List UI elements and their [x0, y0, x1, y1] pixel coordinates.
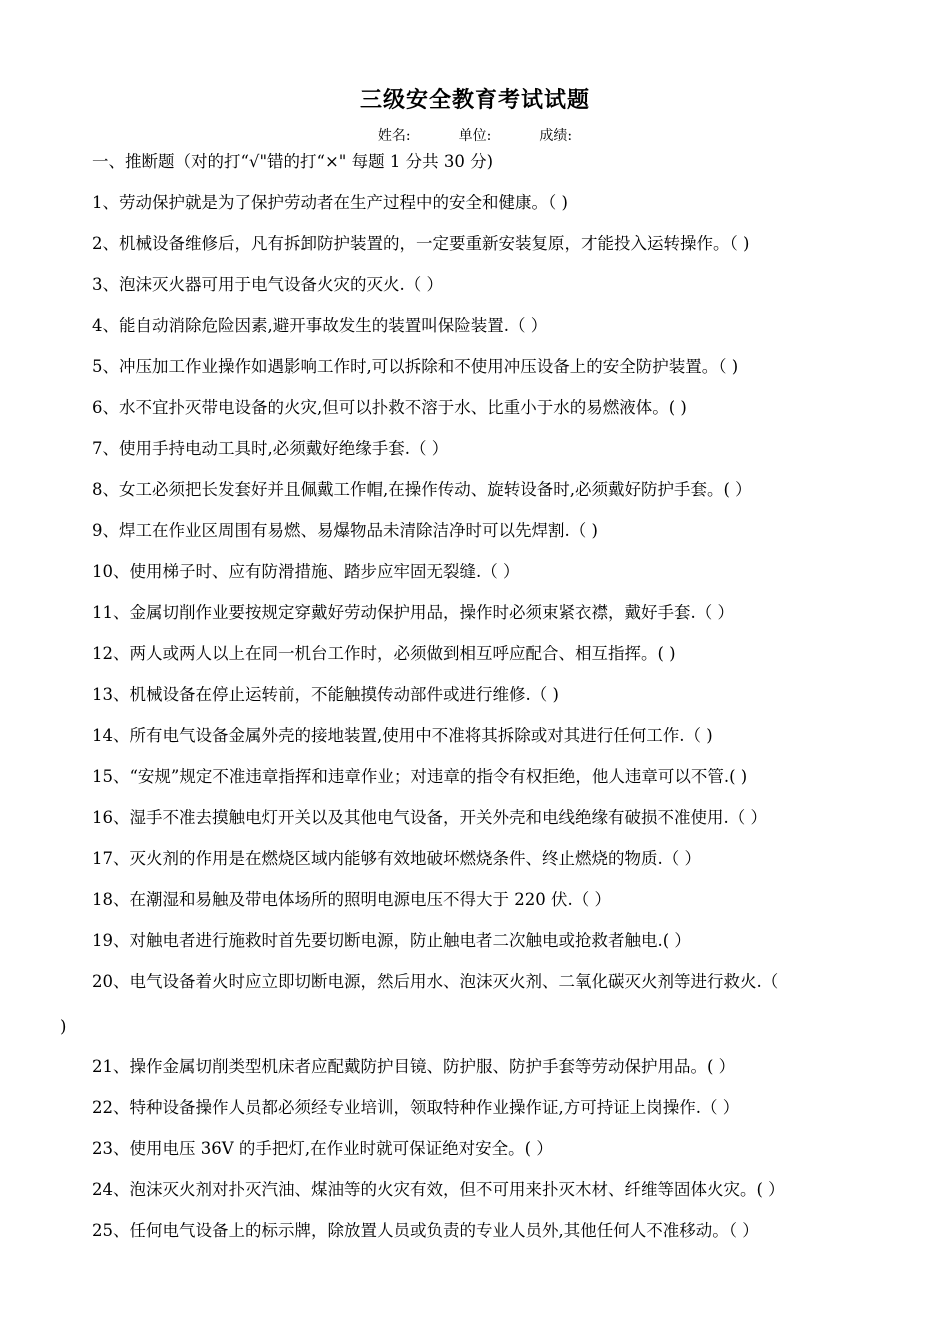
- section-heading: 一、推断题（对的打“√"错的打“×" 每题 1 分共 30 分): [92, 152, 494, 171]
- question-12: 12、两人或两人以上在同一机台工作时，必须做到相互呼应配合、相互指挥。( ): [92, 644, 676, 663]
- question-10: 10、使用梯子时、应有防滑措施、踏步应牢固无裂缝.（ ）: [92, 562, 520, 581]
- question-24: 24、泡沫灭火剂对扑灭汽油、煤油等的火灾有效，但不可用来扑灭木材、纤维等固体火灾。( ）: [92, 1180, 785, 1199]
- question-4: 4、能自动消除危险因素,避开事故发生的装置叫保险装置.（ ）: [92, 316, 548, 335]
- question-8: 8、女工必须把长发套好并且佩戴工作帽,在操作传动、旋转设备时,必须戴好防护手套。( ）: [92, 480, 752, 499]
- question-2: 2、机械设备维修后，凡有拆卸防护装置的，一定要重新安装复原，才能投入运转操作。（ ): [92, 234, 750, 253]
- question-6: 6、水不宜扑灭带电设备的火灾,但可以扑救不溶于水、比重小于水的易燃液体。( ): [92, 398, 687, 417]
- unit-label: 单位:: [458, 128, 492, 144]
- question-23: 23、使用电压 36V 的手把灯,在作业时就可保证绝对安全。( ）: [92, 1139, 553, 1158]
- question-9: 9、焊工在作业区周围有易燃、易爆物品未清除洁净时可以先焊割.（ ): [92, 521, 598, 540]
- question-20-continuation: ): [60, 1017, 67, 1036]
- question-11: 11、金属切削作业要按规定穿戴好劳动保护用品，操作时必须束紧衣襟，戴好手套.（ ）: [92, 603, 734, 622]
- question-19: 19、对触电者进行施救时首先要切断电源，防止触电者二次触电或抢救者触电.( ）: [92, 931, 691, 950]
- question-15: 15、“安规”规定不准违章指挥和违章作业；对违章的指令有权拒绝，他人违章可以不管.( ): [92, 767, 748, 786]
- score-label: 成绩:: [539, 128, 573, 144]
- question-5: 5、冲压加工作业操作如遇影响工作时,可以拆除和不使用冲压设备上的安全防护装置。（ ): [92, 357, 739, 376]
- question-14: 14、所有电气设备金属外壳的接地装置,使用中不准将其拆除或对其进行任何工作.（ ): [92, 726, 713, 745]
- document-title: 三级安全教育考试试题: [359, 87, 590, 113]
- question-21: 21、操作金属切削类型机床者应配戴防护目镜、防护服、防护手套等劳动保护用品。( ）: [92, 1057, 736, 1076]
- question-22: 22、特种设备操作人员都必须经专业培训，领取特种作业操作证,方可持证上岗操作.（ ）: [92, 1098, 740, 1117]
- student-info-line: [0, 127, 950, 145]
- name-label: 姓名:: [377, 128, 411, 144]
- question-17: 17、灭火剂的作用是在燃烧区域内能够有效地破坏燃烧条件、终止燃烧的物质.（ ）: [92, 849, 701, 868]
- question-20: 20、电气设备着火时应立即切断电源，然后用水、泡沫灭火剂、二氧化碳灭火剂等进行救火.（: [92, 972, 779, 991]
- question-1: 1、劳动保护就是为了保护劳动者在生产过程中的安全和健康。（ ): [92, 193, 568, 212]
- question-13: 13、机械设备在停止运转前，不能触摸传动部件或进行维修.（ ): [92, 685, 559, 704]
- question-3: 3、泡沫灭火器可用于电气设备火灾的灭火.（ ）: [92, 275, 443, 294]
- question-25: 25、任何电气设备上的标示牌，除放置人员或负责的专业人员外,其他任何人不准移动。（ ）: [92, 1221, 759, 1240]
- question-7: 7、使用手持电动工具时,必须戴好绝缘手套.（ ）: [92, 439, 449, 458]
- question-18: 18、在潮湿和易触及带电体场所的照明电源电压不得大于 220 伏.（ ）: [92, 890, 611, 909]
- question-16: 16、湿手不准去摸触电灯开关以及其他电气设备，开关外壳和电线绝缘有破损不准使用.（ ）: [92, 808, 767, 827]
